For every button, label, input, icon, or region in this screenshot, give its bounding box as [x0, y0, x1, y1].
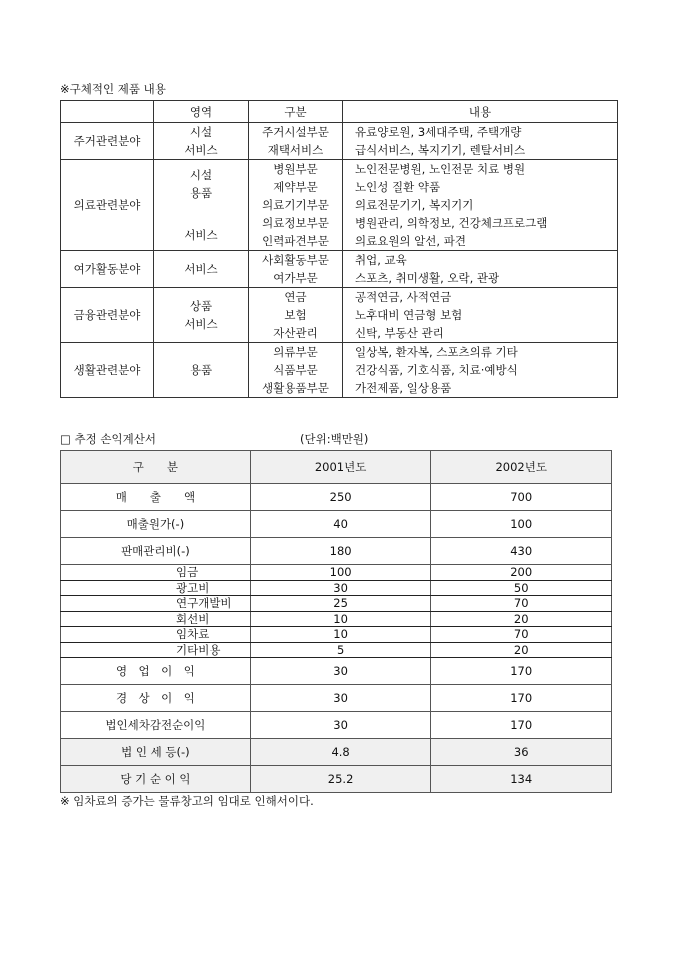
value-2001: 25.2: [250, 766, 431, 793]
value-2002: 700: [431, 484, 612, 511]
product-table: [60, 100, 618, 398]
table-row: [61, 739, 612, 766]
value-2001: 10: [250, 627, 431, 643]
value-2002: 170: [431, 685, 612, 712]
category-cell: 의류부문: [249, 343, 343, 362]
value-2001: 5: [250, 642, 431, 658]
area-cell: [154, 288, 249, 343]
category-cell: 재택서비스: [249, 141, 343, 160]
value-2002: 50: [431, 580, 612, 596]
table-row: [61, 123, 618, 142]
table-row: [61, 484, 612, 511]
row-label: 회선비: [61, 611, 251, 627]
category-cell: 여가부문: [249, 269, 343, 288]
area-label: 용품: [189, 186, 213, 200]
value-2001: 250: [250, 484, 431, 511]
value-2002: 70: [431, 627, 612, 643]
row-label: 법 인 세 등(-): [61, 739, 251, 766]
value-2002: 170: [431, 658, 612, 685]
section2-title: □ 추정 손익계산서: [60, 432, 156, 446]
value-2001: 180: [250, 538, 431, 565]
value-2001: 30: [250, 712, 431, 739]
footnote: ※ 임차료의 증가는 물류창고의 임대로 인해서이다.: [60, 794, 314, 808]
row-label: 매 출 액: [61, 484, 251, 511]
category-cell: 제약부문: [249, 178, 343, 196]
column-header: 영역: [154, 101, 249, 123]
content-cell: 스포츠, 취미생활, 오락, 관광: [355, 271, 500, 285]
row-label: 판매관리비(-): [61, 538, 251, 565]
content-cell: 신탁, 부동산 관리: [355, 326, 444, 340]
income-statement-table: [60, 450, 612, 793]
row-label: 영 업 이 익: [61, 658, 251, 685]
column-header: 2002년도: [431, 451, 612, 484]
row-label: 당 기 순 이 익: [61, 766, 251, 793]
area-label: 시설: [189, 125, 213, 139]
row-label: 법인세차감전순이익: [61, 712, 251, 739]
area-label: 서비스: [184, 262, 218, 276]
table-row: [61, 627, 612, 643]
value-2001: 30: [250, 580, 431, 596]
column-header: 구분: [249, 101, 343, 123]
category-cell: 의료기기부문: [249, 196, 343, 214]
table-row: [61, 658, 612, 685]
table-row: [61, 565, 612, 581]
table-row: [61, 580, 612, 596]
column-header: 2001년도: [250, 451, 431, 484]
content-cell: 유료양로원, 3세대주택, 주택개량: [343, 123, 618, 142]
row-label: 매출원가(-): [61, 511, 251, 538]
content-cell: 가전제품, 일상용품: [355, 381, 452, 395]
table-row: [61, 251, 618, 270]
field-cell: 여가활동분야: [61, 251, 154, 288]
area-cell: [154, 160, 249, 251]
area-label: 시설: [189, 168, 213, 182]
value-2002: 200: [431, 565, 612, 581]
value-2002: 20: [431, 642, 612, 658]
table-row: [61, 712, 612, 739]
area-label: 상품: [189, 299, 213, 313]
field-cell: 의료관련분야: [61, 160, 154, 251]
content-cell: 노인성 질환 약품: [355, 180, 441, 194]
header-row: [61, 101, 618, 123]
value-2001: 25: [250, 596, 431, 612]
table-row: [61, 538, 612, 565]
unit-label: (단위:백만원): [300, 432, 369, 446]
content-cell: 급식서비스, 복지기기, 렌탈서비스: [355, 143, 526, 157]
area-label: 서비스: [184, 317, 218, 331]
value-2002: 170: [431, 712, 612, 739]
field-cell: 금융관련분야: [61, 288, 154, 343]
area-cell: [154, 251, 249, 288]
category-cell: 보험: [249, 306, 343, 324]
area-cell: [154, 343, 249, 398]
table-row: [61, 766, 612, 793]
value-2001: 10: [250, 611, 431, 627]
value-2001: 30: [250, 658, 431, 685]
value-2002: 100: [431, 511, 612, 538]
area-label: 서비스: [184, 228, 218, 242]
row-label: 경 상 이 익: [61, 685, 251, 712]
content-cell: 병원관리, 의학정보, 건강체크프로그램: [355, 216, 548, 230]
content-cell: 취업, 교육: [343, 251, 618, 270]
area-label: 서비스: [184, 143, 218, 157]
category-cell: 연금: [249, 288, 343, 307]
value-2001: 30: [250, 685, 431, 712]
value-2002: 430: [431, 538, 612, 565]
section1-title: ※구체적인 제품 내용: [60, 82, 166, 96]
content-cell: 의료전문기기, 복지기기: [355, 198, 474, 212]
category-cell: 사회활동부문: [249, 251, 343, 270]
category-cell: 인력파견부문: [249, 232, 343, 251]
table-row: [61, 596, 612, 612]
table-row: [61, 343, 618, 362]
header-row: [61, 451, 612, 484]
value-2002: 36: [431, 739, 612, 766]
category-cell: 의료정보부문: [249, 214, 343, 232]
row-label: 임차료: [61, 627, 251, 643]
column-header: 내용: [343, 101, 618, 123]
content-cell: 의료요원의 알선, 파견: [355, 234, 466, 248]
category-cell: 생활용품부문: [249, 379, 343, 398]
row-label: 연구개발비: [61, 596, 251, 612]
table-row: [61, 511, 612, 538]
category-cell: 병원부문: [249, 160, 343, 179]
column-header: [61, 101, 154, 123]
field-cell: 생활관련분야: [61, 343, 154, 398]
value-2002: 134: [431, 766, 612, 793]
category-cell: 식품부문: [249, 361, 343, 379]
field-cell: 주거관련분야: [61, 123, 154, 160]
area-cell: [154, 123, 249, 160]
table-row: [61, 611, 612, 627]
value-2002: 20: [431, 611, 612, 627]
content-cell: 건강식품, 기호식품, 치료·예방식: [355, 363, 518, 377]
content-cell: 일상복, 환자복, 스포츠의류 기타: [343, 343, 618, 362]
row-label: 임금: [61, 565, 251, 581]
table-row: [61, 685, 612, 712]
content-cell: 노인전문병원, 노인전문 치료 병원: [343, 160, 618, 179]
value-2002: 70: [431, 596, 612, 612]
value-2001: 40: [250, 511, 431, 538]
column-header: 구 분: [61, 451, 251, 484]
value-2001: 4.8: [250, 739, 431, 766]
row-label: 광고비: [61, 580, 251, 596]
content-cell: 공적연금, 사적연금: [343, 288, 618, 307]
table-row: [61, 160, 618, 179]
table-row: [61, 288, 618, 307]
category-cell: 자산관리: [249, 324, 343, 343]
row-label: 기타비용: [61, 642, 251, 658]
category-cell: 주거시설부문: [249, 123, 343, 142]
value-2001: 100: [250, 565, 431, 581]
content-cell: 노후대비 연금형 보험: [355, 308, 463, 322]
table-row: [61, 642, 612, 658]
area-label: 용품: [189, 363, 213, 377]
